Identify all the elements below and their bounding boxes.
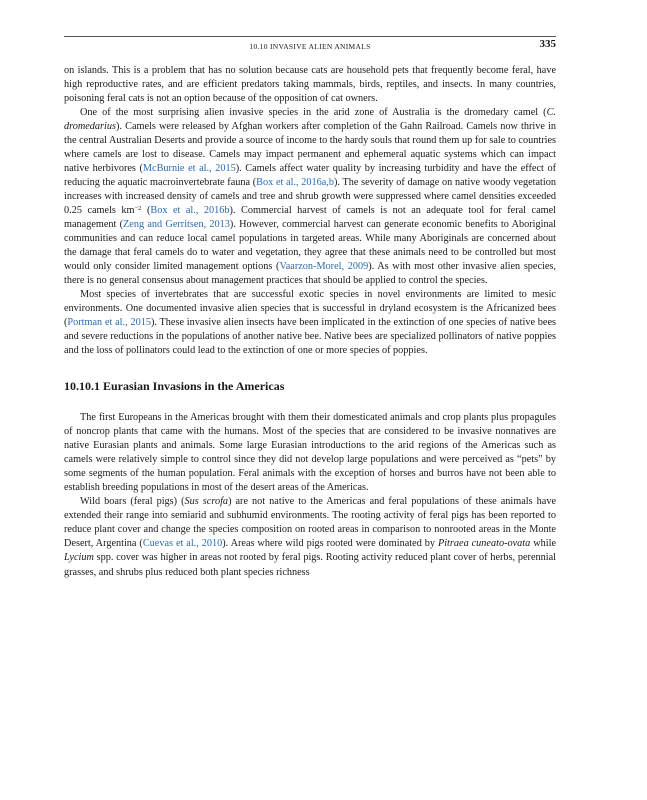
citation-link[interactable]: Portman et al., 2015 xyxy=(67,317,151,329)
citation-link[interactable]: Zeng and Gerritsen, 2013 xyxy=(123,219,230,231)
text-run: ) are not native to the Americas and feral populations of these animals have extended their range into semiarid and subhumid environments. The rooting activity of feral pigs has been reported to reduce plant cover and change the species composition on rooted areas in comparison to nonrooted areas in the Monte Desert, Argentina ( xyxy=(64,496,557,550)
citation-link[interactable]: Box et al., 2016a,b xyxy=(256,177,334,189)
paragraph-text: on islands. This is a problem that has no solution because cats are household pets that frequently become feral, have high reproductive rates, and are efficient predators taking mammals, birds, reptiles, and insects. In many countries, poisoning feral cats is not an option because of the opposition of cat owners. xyxy=(64,65,556,105)
text-run: Most species of invertebrates that are successful exotic species in novel environments are limited to mesic environments. One documented invasive alien species that is successful in dryland ecosystem is the Africanized bees ( xyxy=(64,289,556,329)
text-run: ). Areas where wild pigs rooted were dominated by xyxy=(222,538,438,550)
species-name: Lycium xyxy=(64,552,94,564)
paragraph-wild-boars xyxy=(64,495,556,579)
text-run: Wild boars (feral pigs) ( xyxy=(80,496,185,508)
exponent: −2 xyxy=(134,205,142,213)
body-text xyxy=(64,64,556,580)
paragraph-cats xyxy=(64,64,556,106)
paragraph-eurasian xyxy=(64,411,556,495)
paragraph-text: The first Europeans in the Americas brought with them their domesticated animals and crop plants plus propagules of noncrop plants that came with the humans. Most of the species that are considered to be invasive nonnatives are native Eurasian plants and animals. Some large Eurasian introductions to the arid regions of the Americas such as camels were relatively simple to control since they did not develop large populations and were perceived as “pets” by some segments of the human population. Feral animals with the exception of horses and burros have not been able to establish breeding populations in most of the desert areas of the Americas. xyxy=(64,412,556,494)
text-run: One of the most surprising alien invasive species in the arid zone of Australia is the dromedary camel ( xyxy=(80,107,547,119)
paragraph-bees xyxy=(64,288,556,358)
section-heading: 10.10.1 Eurasian Invasions in the Americas xyxy=(64,379,285,394)
page-number: 335 xyxy=(539,38,556,50)
text-run: spp. cover was higher in areas not rooted by feral pigs. Rooting activity reduced plant cover of herbs, perennial grasses, and shrubs plus reduced both plant species richness xyxy=(64,552,556,578)
running-head: 10.10 INVASIVE ALIEN ANIMALS xyxy=(249,42,371,51)
header-rule xyxy=(64,36,556,37)
page-header xyxy=(64,39,556,55)
text-run: ). Camels were released by Afghan workers after completion of the Gahn Railroad. Camels now thrive in the central Australian Deserts and provide a source of income to the hardy souls that round them up for sale to countries where camels are lost to disease. Camels may impact permanent and ephemeral aquatic systems which can impact native herbivores ( xyxy=(64,121,556,175)
text-run: ). However, commercial harvest can generate economic benefits to Aboriginal communities and can reduce local camel populations in targeted areas. While many Aboriginals are concerned about the damage that feral camels do to water and vegetation, they agree that these animals need to be controlled but most would only consider limited management options ( xyxy=(64,219,556,273)
text-run: ( xyxy=(141,205,151,217)
species-name: C. dromedarius xyxy=(64,107,556,133)
text-run: while xyxy=(530,538,556,550)
text-run: ). As with most other invasive alien species, there is no general consensus about management practices that should be applied to control the species. xyxy=(64,261,556,287)
text-run: ). The severity of damage on native woody vegetation increases with increased density of camels and tree and shrub growth were suppressed where camel densities exceeded 0.25 camels km xyxy=(64,177,556,217)
citation-link[interactable]: McBurnie et al., 2015 xyxy=(142,163,236,175)
text-run: ). These invasive alien insects have been implicated in the extinction of one species of native bees and severe reductions in the populations of another native bee. Native bees are specialized pollinators of native poppies and the loss of pollinators could lead to the extinction of one or more species of poppies. xyxy=(64,317,557,357)
text-run: ). Camels affect water quality by increasing turbidity and have the effect of reducing the aquatic macroinvertebrate fauna ( xyxy=(64,163,556,189)
paragraph-camels xyxy=(64,106,556,288)
citation-link[interactable]: Cuevas et al., 2010 xyxy=(142,538,223,550)
text-run: ). Commercial harvest of camels is not an adequate tool for feral camel management ( xyxy=(64,205,556,231)
species-name: Pitraea cuneato-ovata xyxy=(437,538,531,550)
citation-link[interactable]: Vaarzon-Morel, 2009 xyxy=(279,261,369,273)
citation-link[interactable]: Box et al., 2016b xyxy=(150,205,230,217)
species-name: Sus scrofa xyxy=(184,496,229,508)
